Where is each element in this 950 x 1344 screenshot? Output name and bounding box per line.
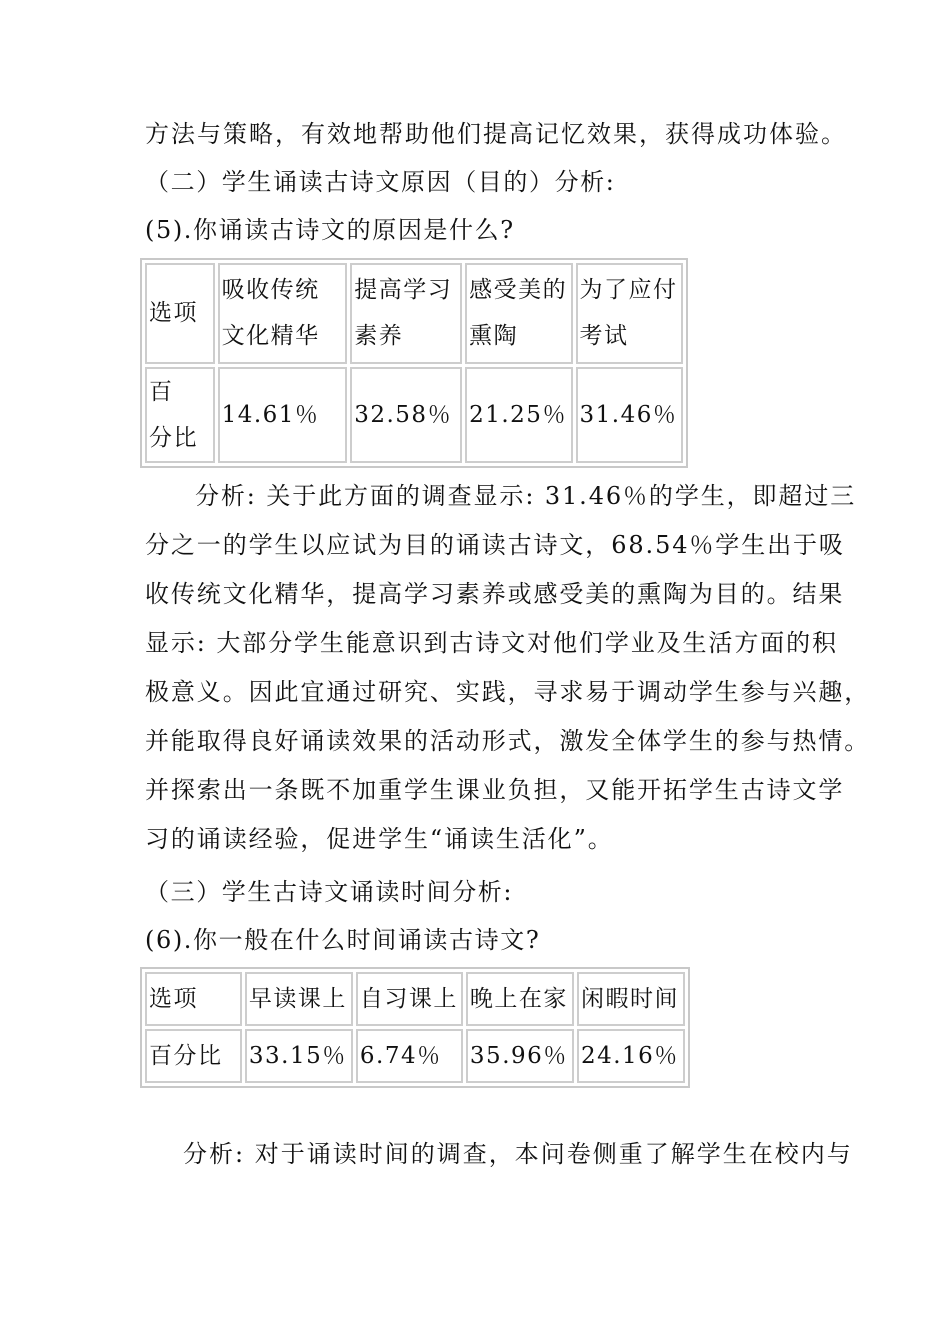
table-cell: 33.15％ — [245, 1029, 353, 1083]
table-cell: 14.61％ — [218, 367, 348, 464]
table-header-option: 选项 — [145, 972, 242, 1026]
table-row — [145, 972, 685, 1026]
paragraph-line: 并能取得良好诵读效果的活动形式，激发全体学生的参与热情。 — [145, 727, 871, 755]
question-5: (5).你诵读古诗文的原因是什么? — [145, 216, 515, 244]
paragraph-line: 习的诵读经验，促进学生“诵读生活化”。 — [145, 825, 614, 853]
paragraph-line: 显示: 大部分学生能意识到古诗文对他们学业及生活方面的积 — [145, 629, 838, 657]
table-column-header: 提高学习素养 — [350, 263, 462, 364]
section-heading-time: （三）学生古诗文诵读时间分析: — [145, 878, 514, 906]
table-cell: 35.96％ — [466, 1029, 574, 1083]
table-column-header: 自习课上 — [356, 972, 463, 1026]
time-table — [140, 967, 690, 1088]
paragraph-line: 极意义。因此宜通过研究、实践，寻求易于调动学生参与兴趣， — [145, 678, 871, 706]
table-column-header: 晚上在家 — [466, 972, 574, 1026]
table-cell: 24.16％ — [577, 1029, 685, 1083]
table-header-percent: 百 分比 — [145, 367, 215, 464]
analysis-paragraph-2-start: 分析: 对于诵读时间的调查，本问卷侧重了解学生在校内与 — [183, 1140, 853, 1168]
paragraph-line: 收传统文化精华，提高学习素养或感受美的熏陶为目的。结果 — [145, 580, 845, 608]
table-row — [145, 367, 683, 464]
table-header-option: 选项 — [145, 263, 215, 364]
analysis-paragraph-1 — [145, 472, 871, 864]
paragraph-line: 分之一的学生以应试为目的诵读古诗文，68.54％学生出于吸 — [145, 531, 845, 559]
table-cell: 31.46％ — [576, 367, 683, 464]
table-cell: 32.58％ — [350, 367, 462, 464]
section-heading-reasons: （二）学生诵读古诗文原因（目的）分析: — [145, 168, 616, 196]
paragraph-end-line: 方法与策略，有效地帮助他们提高记忆效果，获得成功体验。 — [145, 120, 847, 148]
table-column-header: 吸收传统文化精华 — [218, 263, 348, 364]
table-column-header: 早读课上 — [245, 972, 353, 1026]
table-cell: 21.25％ — [465, 367, 572, 464]
table-header-percent: 百分比 — [145, 1029, 242, 1083]
question-6: (6).你一般在什么时间诵读古诗文? — [145, 926, 541, 954]
table-column-header: 闲暇时间 — [577, 972, 685, 1026]
table-column-header: 感受美的熏陶 — [465, 263, 572, 364]
paragraph-line: 分析: 关于此方面的调查显示: 31.46％的学生，即超过三 — [195, 482, 857, 510]
reasons-table — [140, 258, 688, 468]
table-row — [145, 1029, 685, 1083]
table-cell: 6.74％ — [356, 1029, 463, 1083]
paragraph-line: 并探索出一条既不加重学生课业负担，又能开拓学生古诗文学 — [145, 776, 845, 804]
table-column-header: 为了应付考试 — [576, 263, 683, 364]
table-row — [145, 263, 683, 364]
